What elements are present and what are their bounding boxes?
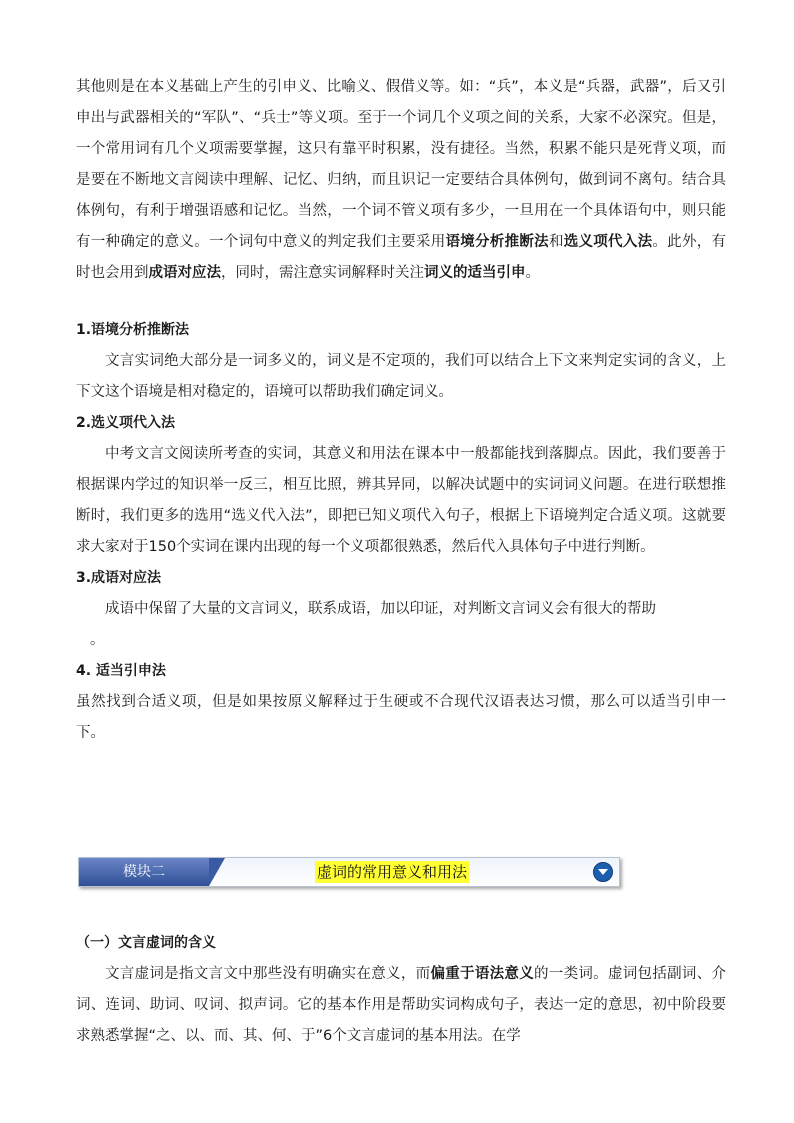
section-heading: （一）文言虚词的含义	[76, 935, 216, 951]
section-content	[76, 928, 726, 1052]
method1-body: 文言实词绝大部分是一词多义的，词义是不定项的，我们可以结合上下文来判定实词的含义，上下文这个语境是相对稳定的，语境可以帮助我们确定词义。	[76, 353, 726, 400]
method2-heading: 2.选义项代入法	[76, 415, 176, 431]
section-text-1: 文言虚词是指文言文中那些没有明确实在意义，而	[105, 966, 431, 982]
method3-body-tail: 。	[90, 632, 105, 648]
section-bold-1: 偏重于语法意义	[430, 966, 534, 982]
method3-body	[76, 594, 726, 656]
chevron-down-circle-icon[interactable]	[593, 862, 613, 882]
intro-text-2: 和	[548, 234, 564, 250]
method3-body-text: 成语中保留了大量的文言词义，联系成语，加以印证，对判断文言词义会有很大的帮助	[105, 601, 656, 617]
method3-heading: 3.成语对应法	[76, 570, 162, 586]
intro-bold-1: 语境分析推断法	[445, 234, 549, 250]
intro-paragraph	[76, 72, 726, 289]
intro-text-5: 。	[525, 265, 540, 281]
page-content	[76, 72, 726, 749]
module-label: 模块二	[79, 858, 209, 886]
module-banner	[78, 857, 620, 887]
method4-heading: 4. 适当引申法	[76, 663, 166, 679]
intro-bold-4: 词义的适当引申	[424, 265, 526, 281]
section-body	[76, 959, 726, 1052]
section-text-2: 的一类词。虚词包括副词、介词、连词、助词、叹词、拟声词。它的基本作用是帮助实词构成句子，表达一定的意思，初中阶段要求熟悉掌握“之、以、而、其、何、于”6个文言虚词的基本用法。在学	[76, 966, 727, 1044]
intro-text-3: 。此外，有时也会用到	[76, 234, 727, 281]
method2-body: 中考文言文阅读所考查的实词，其意义和用法在课本中一般都能找到落脚点。因此，我们要善于根据课内学过的知识举一反三，相互比照，辨其异同，以解决试题中的实词词义问题。在进行联想推断时，我们更多的选用“选义代入法”，即把已知义项代入句子，根据上下语境判定合适义项。这就要求大家对于150个实词在课内出现的每一个义项都很熟悉，然后代入具体句子中进行判断。	[76, 446, 726, 555]
method4-body: 虽然找到合适义项，但是如果按原义解释过于生硬或不合现代汉语表达习惯，那么可以适当引申一下。	[76, 694, 726, 741]
spacer	[76, 289, 726, 315]
intro-bold-2: 选义项代入法	[563, 234, 653, 250]
intro-bold-3: 成语对应法	[148, 265, 221, 281]
method1-heading: 1.语境分析推断法	[76, 322, 190, 338]
intro-text-4: ，同时，需注意实词解释时关注	[221, 265, 424, 281]
module-title: 虚词的常用意义和用法	[317, 863, 468, 881]
intro-text-1: 其他则是在本义基础上产生的引申义、比喻义、假借义等。如：“兵”，本义是“兵器，武器”，后又引申出与武器相关的“军队”、“兵士”等义项。至于一个词几个义项之间的关系，大家不必深究。但是，一个常用词有几个义项需要掌握，这只有靠平时积累，没有捷径。当然，积累不能只是死背义项，而是要在不断地文言阅读中理解、记忆、归纳，而且识记一定要结合具体例句，做到词不离句。结合具体例句，有利于增强语感和记忆。当然，一个词不管义项有多少，一旦用在一个具体语句中，则只能有一种确定的意义。一个词句中意义的判定我们主要采用	[76, 79, 726, 250]
